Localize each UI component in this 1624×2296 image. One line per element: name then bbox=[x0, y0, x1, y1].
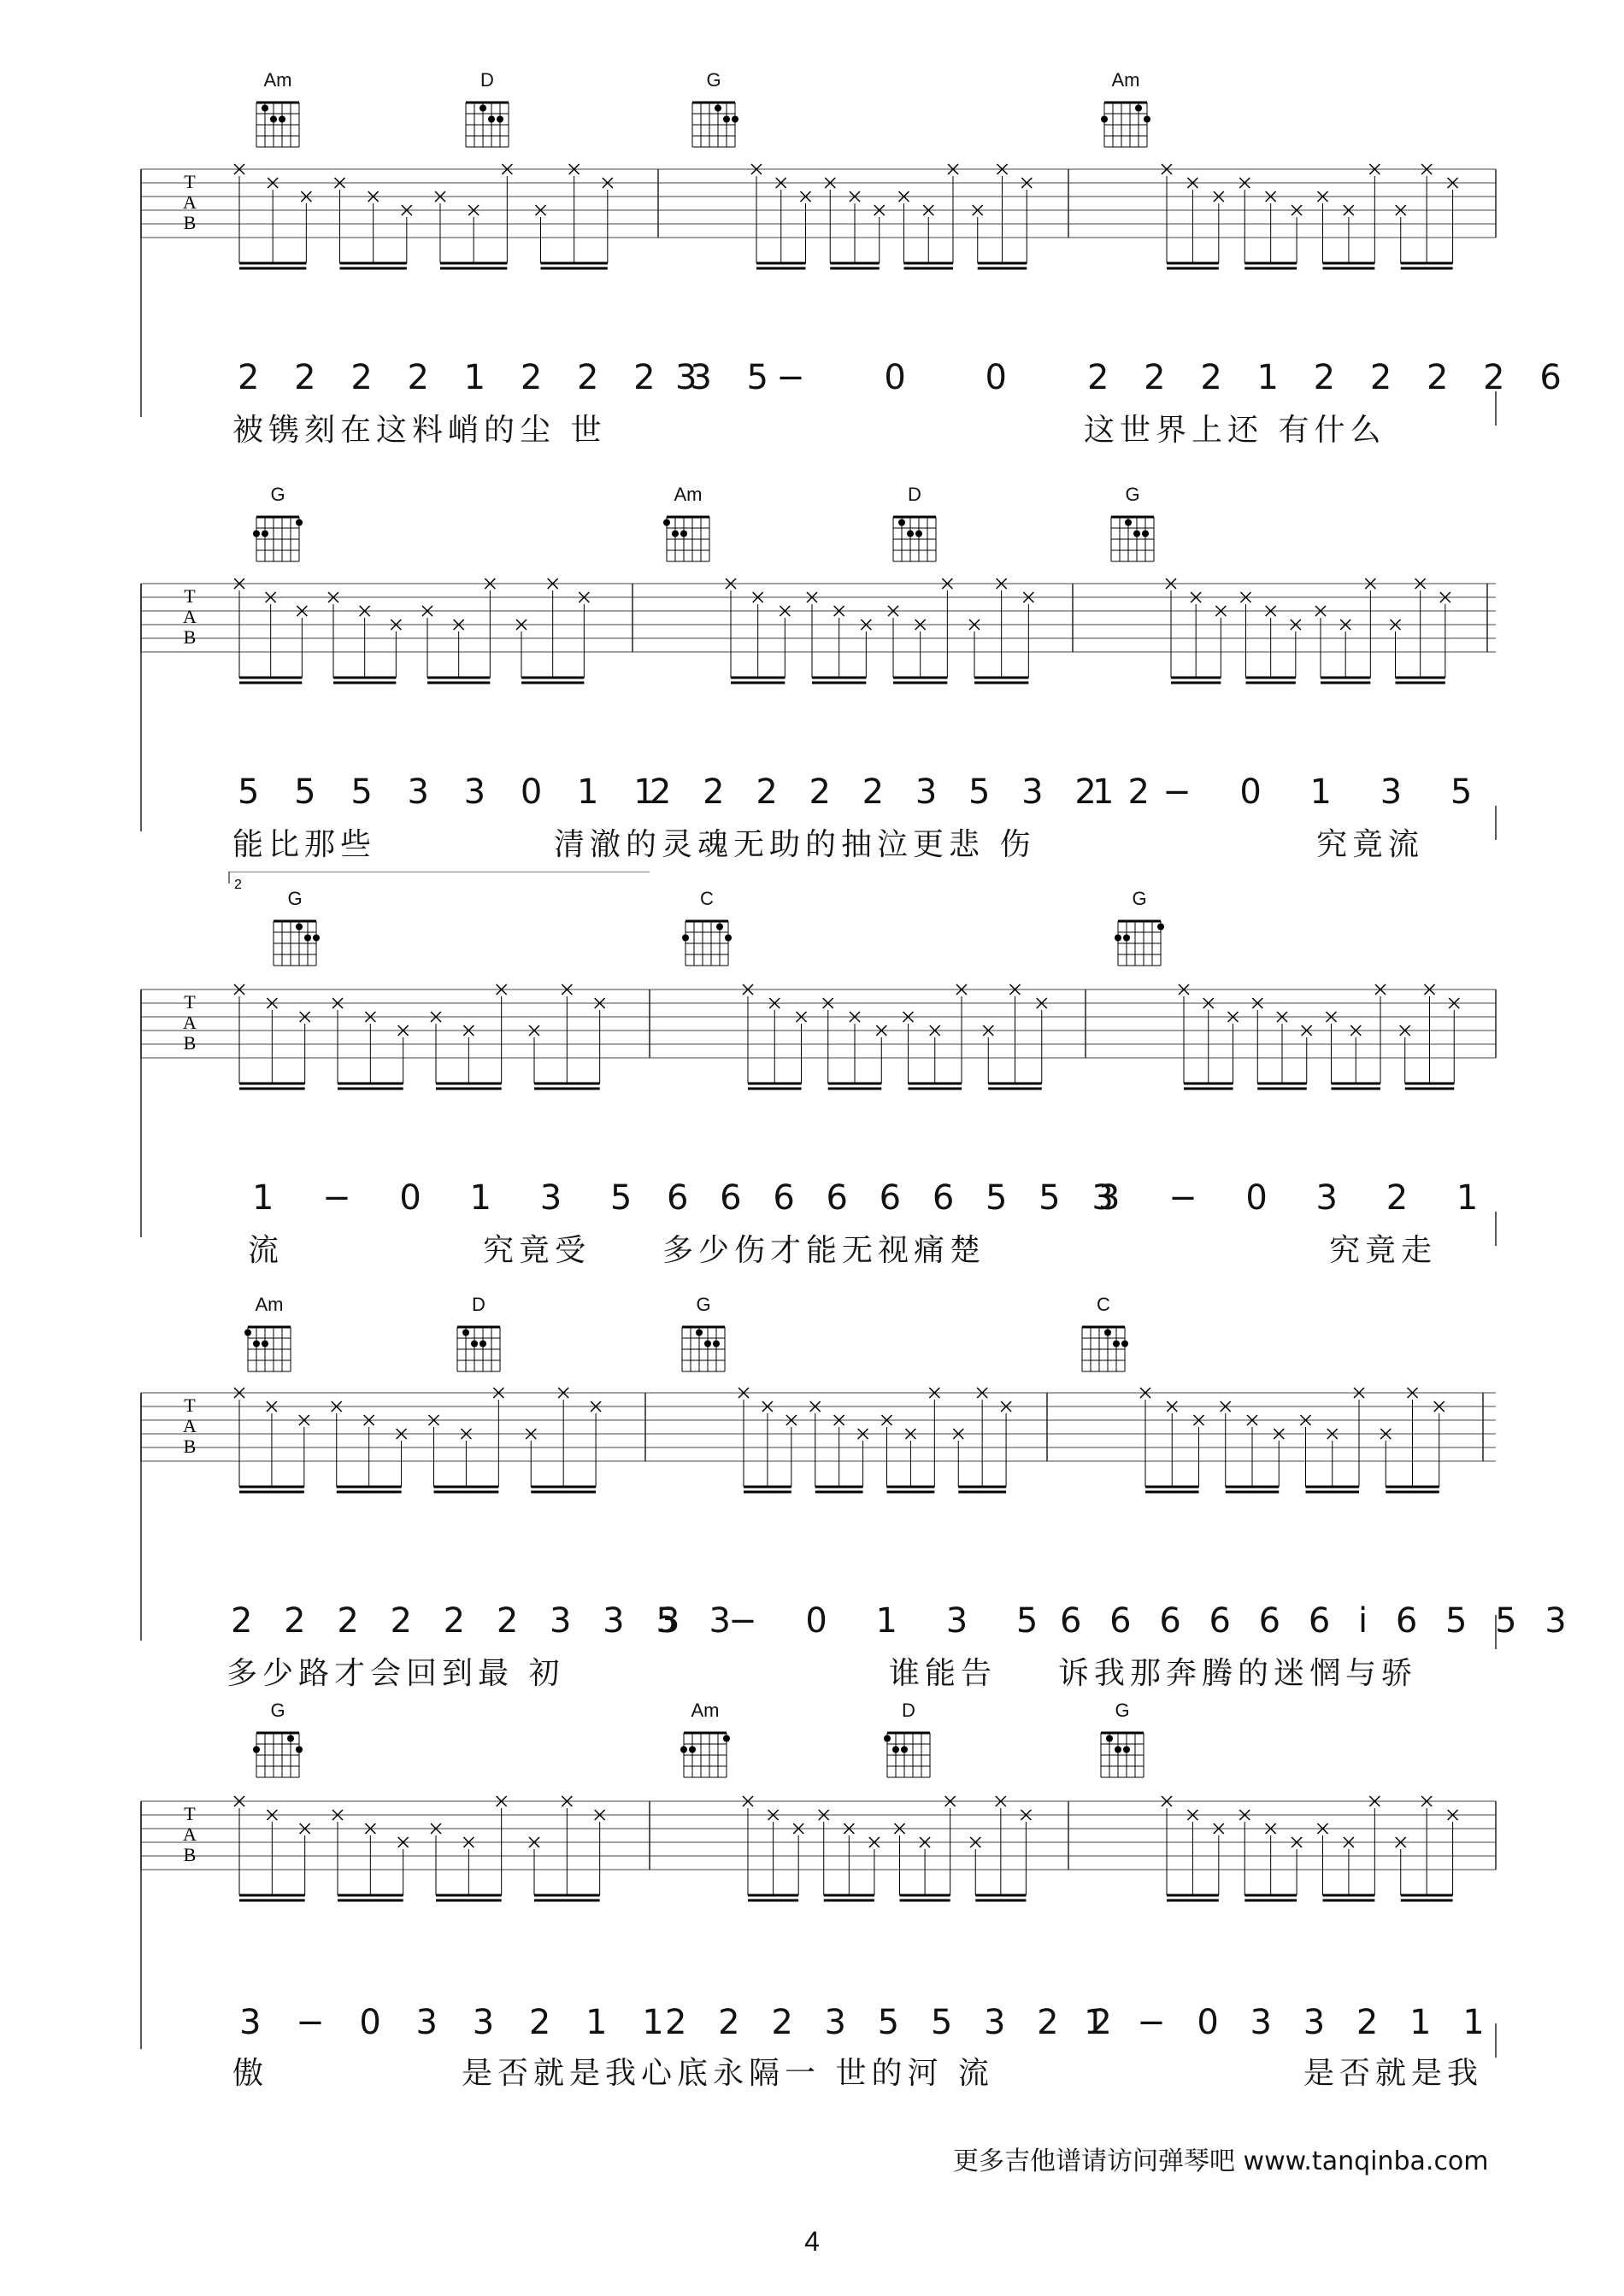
chord-grid-icon bbox=[885, 507, 944, 567]
tab-clef-letter: A bbox=[183, 191, 197, 213]
chord-dot bbox=[672, 531, 679, 537]
chord-dot bbox=[1101, 116, 1108, 123]
tab-clef-letter: B bbox=[183, 1844, 197, 1865]
jianpu-measure: 2 2 2 2 2 2 3 3 5 3 bbox=[231, 1601, 741, 1641]
lyric-line: 究竟走 bbox=[1329, 1233, 1438, 1268]
chord-dot bbox=[732, 116, 738, 123]
chord-name: G bbox=[706, 69, 721, 91]
chord-dot bbox=[725, 935, 732, 942]
chord-dot bbox=[901, 1747, 908, 1753]
chord-grid-icon bbox=[248, 507, 308, 567]
lyric-line: 流 bbox=[248, 1233, 285, 1268]
system-2 bbox=[0, 466, 1624, 867]
chord-dot bbox=[1157, 924, 1164, 931]
site-footer: 更多吉他谱请访问弹琴吧 www.tanqinba.com bbox=[953, 2146, 1489, 2176]
tab-clef-letter: T bbox=[184, 585, 196, 607]
chord-dot bbox=[1144, 116, 1150, 123]
chord-diagram bbox=[667, 1700, 744, 1782]
lyric-line: 多少路才会回到最 初 bbox=[227, 1656, 565, 1691]
chord-grid-icon bbox=[675, 1723, 735, 1782]
chord-dot bbox=[915, 531, 922, 537]
chord-name: D bbox=[902, 1700, 915, 1721]
chord-dot bbox=[1115, 1747, 1121, 1753]
jianpu-line bbox=[0, 359, 1624, 410]
system-4 bbox=[0, 1295, 1624, 1705]
chord-diagram bbox=[239, 484, 316, 567]
chord-grid-icon bbox=[658, 507, 718, 567]
jianpu-line bbox=[0, 773, 1624, 825]
chord-dot bbox=[253, 1341, 260, 1348]
chord-name: D bbox=[472, 1294, 485, 1315]
chord-diagram bbox=[1101, 889, 1178, 971]
chord-dot bbox=[480, 1341, 486, 1348]
lyric-line: 能比那些 bbox=[232, 827, 377, 862]
jianpu-line bbox=[0, 1602, 1624, 1653]
chord-grid-icon bbox=[1096, 92, 1156, 152]
chord-dot bbox=[1135, 105, 1142, 112]
chord-dot bbox=[1115, 935, 1121, 942]
chord-grid-icon bbox=[1103, 507, 1162, 567]
chord-dot bbox=[1142, 531, 1149, 537]
jianpu-measure: 3 − 0 1 3 5 bbox=[658, 1601, 1057, 1641]
tab-clef-letter: T bbox=[184, 991, 196, 1013]
chord-name: G bbox=[287, 888, 303, 909]
chord-grid-icon bbox=[457, 92, 517, 152]
chord-dot bbox=[680, 531, 687, 537]
system-1 bbox=[0, 51, 1624, 453]
chord-diagram bbox=[239, 70, 316, 152]
chord-dot bbox=[304, 935, 311, 942]
lyric-line: 清澈的灵魂无助的抽泣更悲 伤 bbox=[554, 827, 1036, 862]
chord-dot bbox=[296, 1747, 303, 1753]
chord-name: C bbox=[700, 888, 714, 909]
jianpu-measure: 2 2 2 3 5 5 3 2 2 bbox=[665, 2003, 1122, 2042]
chord-name: Am bbox=[263, 69, 292, 91]
chord-grid-icon bbox=[449, 1317, 509, 1377]
chord-diagram bbox=[675, 70, 752, 152]
chord-name: C bbox=[1097, 1294, 1110, 1315]
jianpu-measure: 5 5 5 3 3 0 1 1 bbox=[238, 772, 668, 812]
chord-dot bbox=[1104, 1330, 1111, 1336]
chord-diagram bbox=[1094, 484, 1171, 567]
chord-grid-icon bbox=[239, 1317, 299, 1377]
lyric-line: 是否就是我心底永隔一 世的河 流 bbox=[462, 2056, 994, 2091]
chord-dot bbox=[1133, 531, 1140, 537]
chord-diagram bbox=[231, 1295, 308, 1377]
chord-grid-icon bbox=[1074, 1317, 1133, 1377]
lyric-line: 究竟受 bbox=[483, 1233, 591, 1268]
chord-dot bbox=[689, 1747, 696, 1753]
chord-diagram bbox=[256, 889, 333, 971]
jianpu-measure: 2 2 2 1 2 2 2 2 6 bbox=[1087, 358, 1574, 397]
chord-name: G bbox=[696, 1294, 711, 1315]
chord-grid-icon bbox=[1109, 911, 1169, 971]
page-number: 4 bbox=[804, 2226, 820, 2257]
chord-diagram bbox=[1084, 1700, 1161, 1782]
chord-name: D bbox=[908, 484, 921, 505]
tab-clef-letter: A bbox=[183, 1823, 197, 1845]
chord-diagram bbox=[440, 1295, 517, 1377]
chord-diagram bbox=[665, 1295, 742, 1377]
chord-dot bbox=[696, 1330, 703, 1336]
chord-name: G bbox=[270, 1700, 285, 1721]
jianpu-line bbox=[0, 1179, 1624, 1230]
chord-grid-icon bbox=[879, 1723, 939, 1782]
chord-name: D bbox=[480, 69, 494, 91]
chord-grid-icon bbox=[1092, 1723, 1152, 1782]
jianpu-measure: 1 − 0 3 3 2 1 1 bbox=[1084, 2003, 1495, 2042]
lyric-line: 多少伤才能无视痛楚 bbox=[662, 1233, 986, 1268]
jianpu-measure: 1 − 0 1 3 5 bbox=[1092, 772, 1492, 812]
tab-clef-letter: T bbox=[184, 1395, 196, 1416]
lyric-line: 被镌刻在这料峭的尘 世 bbox=[232, 413, 607, 448]
chord-dot bbox=[262, 531, 268, 537]
chord-dot bbox=[253, 1747, 260, 1753]
tab-clef-letter: B bbox=[183, 626, 197, 648]
tab-clef-letter: A bbox=[183, 1012, 197, 1033]
chord-diagram bbox=[650, 484, 727, 567]
chord-dot bbox=[287, 1735, 294, 1742]
chord-dot bbox=[253, 531, 260, 537]
chord-dot bbox=[262, 105, 268, 112]
lyric-line: 诉我那奔腾的迷惘与骄 bbox=[1058, 1656, 1418, 1691]
jianpu-measure: 3 − 0 3 2 1 bbox=[1098, 1178, 1497, 1218]
chord-name: Am bbox=[1111, 69, 1140, 91]
chord-dot bbox=[907, 531, 914, 537]
jianpu-measure: 2 2 2 2 1 2 2 2 3 5 bbox=[238, 358, 780, 397]
chord-dot bbox=[1121, 1341, 1128, 1348]
volta-number: 2 bbox=[234, 878, 242, 892]
chord-grid-icon bbox=[248, 92, 308, 152]
system-5 bbox=[0, 1700, 1624, 2102]
chord-dot bbox=[462, 1330, 469, 1336]
chord-dot bbox=[488, 116, 495, 123]
jianpu-measure: 6 6 6 6 6 6 i 6 5 5 3 bbox=[1060, 1601, 1575, 1641]
lyric-line: 傲 bbox=[232, 2056, 269, 2091]
chord-name: G bbox=[1115, 1700, 1130, 1721]
tab-clef-letter: A bbox=[183, 1415, 197, 1436]
chord-diagram bbox=[449, 70, 526, 152]
chord-dot bbox=[497, 116, 503, 123]
chord-dot bbox=[244, 1330, 251, 1336]
chord-grid-icon bbox=[674, 1317, 733, 1377]
chord-dot bbox=[296, 520, 303, 526]
chord-dot bbox=[471, 1341, 478, 1348]
chord-dot bbox=[1106, 1735, 1113, 1742]
tab-clef-letter: T bbox=[184, 171, 196, 192]
chord-dot bbox=[898, 520, 905, 526]
chord-dot bbox=[716, 924, 723, 931]
chord-diagram bbox=[668, 889, 745, 971]
chord-grid-icon bbox=[677, 911, 737, 971]
chord-dot bbox=[1125, 520, 1132, 526]
chord-dot bbox=[884, 1735, 891, 1742]
chord-dot bbox=[715, 105, 721, 112]
chord-dot bbox=[480, 105, 486, 112]
jianpu-measure: 6 6 6 6 6 6 5 5 3 bbox=[667, 1178, 1124, 1218]
system-3 bbox=[0, 872, 1624, 1290]
chord-diagram bbox=[870, 1700, 947, 1782]
tab-clef-letter: A bbox=[183, 606, 197, 627]
chord-grid-icon bbox=[248, 1723, 308, 1782]
chord-dot bbox=[1113, 1341, 1120, 1348]
tab-clef-letter: B bbox=[183, 1436, 197, 1457]
jianpu-measure: 3 − 0 3 3 2 1 1 bbox=[239, 2003, 676, 2042]
chord-name: Am bbox=[255, 1294, 284, 1315]
chord-dot bbox=[680, 1747, 687, 1753]
chord-grid-icon bbox=[265, 911, 325, 971]
chord-dot bbox=[713, 1341, 720, 1348]
chord-dot bbox=[663, 520, 670, 526]
chord-dot bbox=[313, 935, 320, 942]
jianpu-measure: 1 − 0 1 3 5 bbox=[252, 1178, 651, 1218]
chord-name: G bbox=[1132, 888, 1147, 909]
chord-dot bbox=[723, 1735, 730, 1742]
chord-diagram bbox=[1065, 1295, 1142, 1377]
jianpu-line bbox=[0, 2004, 1624, 2055]
lyric-line: 是否就是我 bbox=[1303, 2056, 1484, 2091]
tab-clef-letter: T bbox=[184, 1803, 196, 1824]
chord-dot bbox=[1123, 935, 1130, 942]
chord-dot bbox=[1123, 1747, 1130, 1753]
chord-dot bbox=[270, 116, 277, 123]
chord-name: Am bbox=[691, 1700, 720, 1721]
chord-name: G bbox=[270, 484, 285, 505]
chord-name: G bbox=[1125, 484, 1140, 505]
jianpu-measure: 2 2 2 2 2 3 5 3 2 2 bbox=[650, 772, 1160, 812]
jianpu-measure: 3 − 0 0 bbox=[675, 358, 1042, 397]
chord-diagram bbox=[1087, 70, 1164, 152]
chord-diagram bbox=[239, 1700, 316, 1782]
tab-clef-letter: B bbox=[183, 1032, 197, 1054]
chord-dot bbox=[279, 116, 285, 123]
chord-dot bbox=[262, 1341, 268, 1348]
chord-grid-icon bbox=[684, 92, 744, 152]
chord-dot bbox=[704, 1341, 711, 1348]
chord-dot bbox=[682, 935, 689, 942]
tab-clef-letter: B bbox=[183, 212, 197, 233]
lyric-line: 这世界上还 有什么 bbox=[1084, 413, 1386, 448]
chord-diagram bbox=[876, 484, 953, 567]
chord-dot bbox=[296, 924, 303, 931]
lyric-line: 究竟流 bbox=[1316, 827, 1425, 862]
chord-name: Am bbox=[674, 484, 703, 505]
chord-dot bbox=[892, 1747, 899, 1753]
chord-dot bbox=[723, 116, 730, 123]
lyric-line: 谁能告 bbox=[889, 1656, 997, 1691]
